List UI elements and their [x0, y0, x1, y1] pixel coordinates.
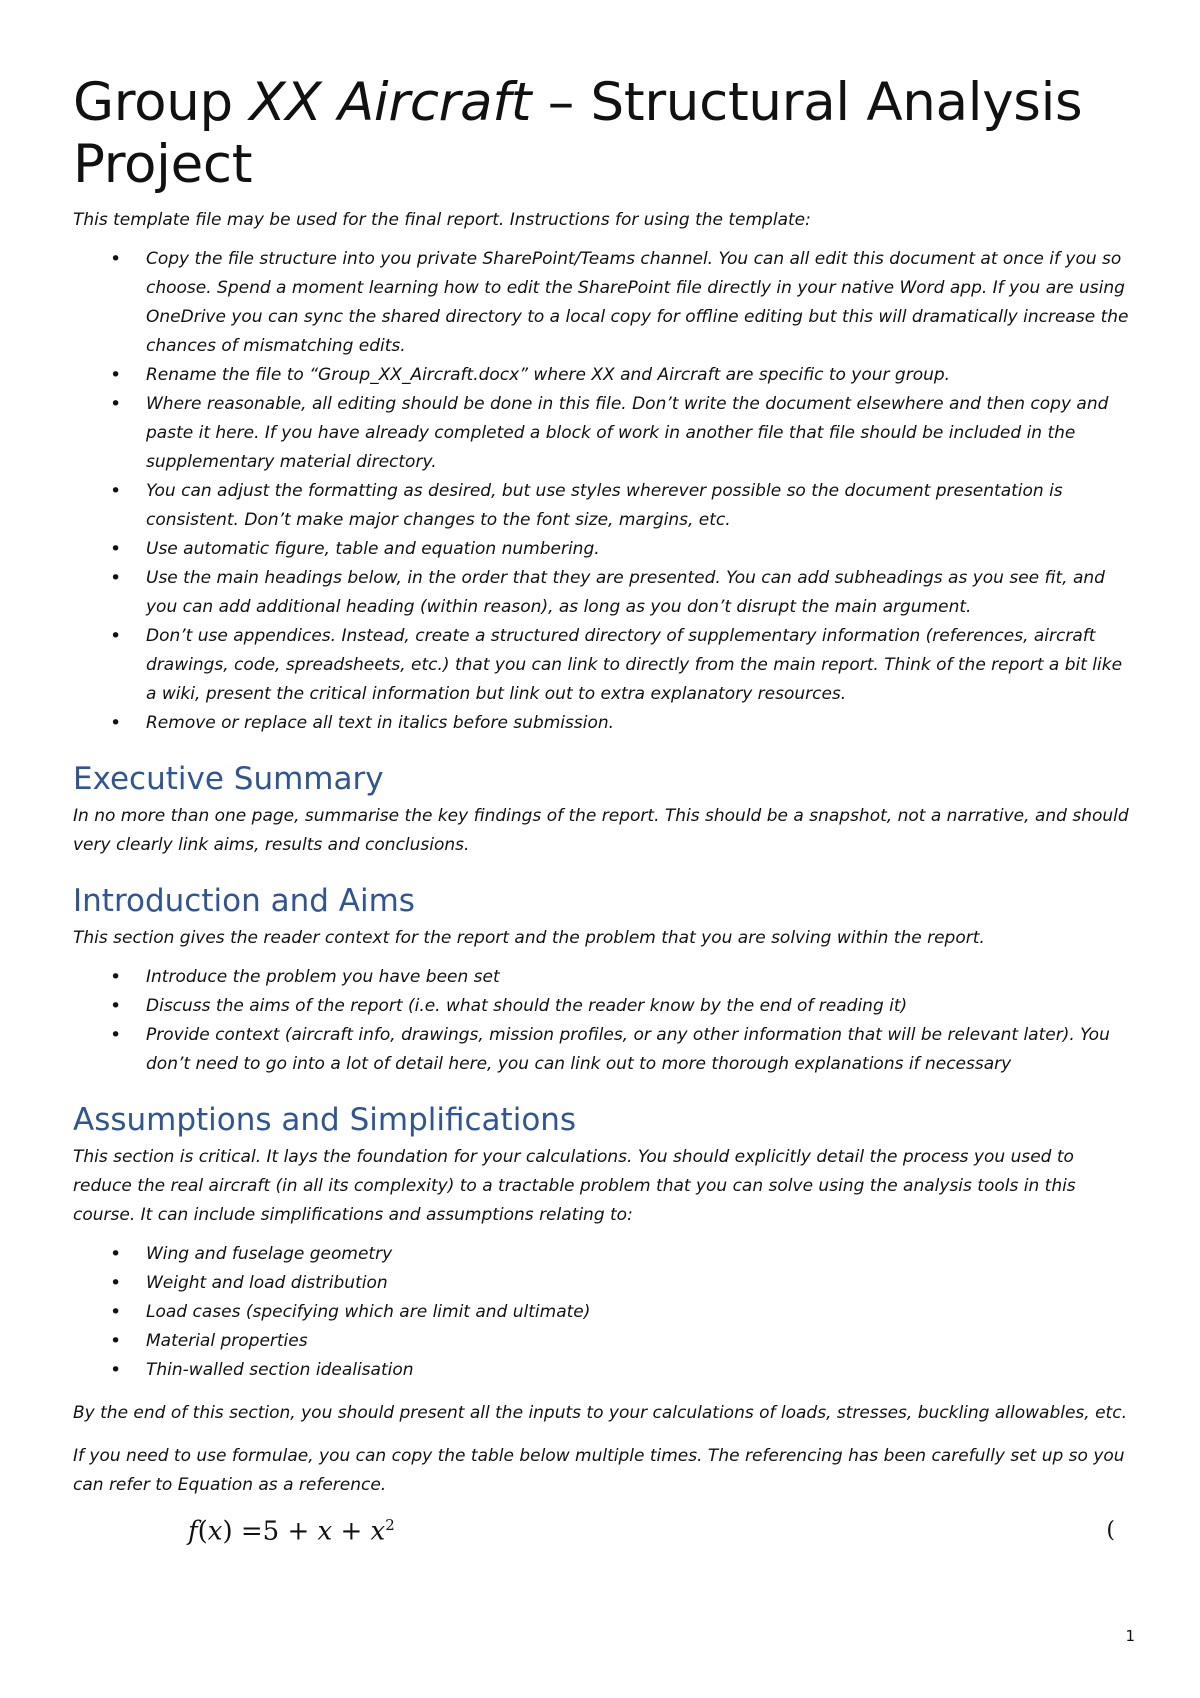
heading-introduction: Introduction and Aims — [73, 883, 415, 919]
list-item: • Provide context (aircraft info, drawings, mission profiles, or any other information that will be relevant later). You don’t need to go into a lot of detail here, you can link out to more thorough explanations if necessary — [73, 1021, 1135, 1079]
list-item: • Thin-walled section idealisation — [73, 1356, 1135, 1385]
assumptions-list — [73, 1240, 1135, 1385]
equation-row — [73, 1516, 1135, 1566]
title-suffix: – Structural Analysis Project — [73, 72, 1083, 195]
heading-executive-summary: Executive Summary — [73, 761, 384, 797]
list-item: • Wing and fuselage geometry — [73, 1240, 1135, 1269]
assumptions-paragraph-2: By the end of this section, you should present all the inputs to your calculations of loads, stresses, buckling allowables, etc. — [73, 1403, 1127, 1423]
equation-number: ( — [1106, 1518, 1115, 1543]
assumptions-paragraph-3: If you need to use formulae, you can copy the table below multiple times. The referencing has been carefully set up so you can refer to Equation as a reference. — [73, 1446, 1125, 1495]
equation-exponent: 2 — [385, 1516, 395, 1534]
heading-assumptions: Assumptions and Simplifications — [73, 1102, 577, 1138]
introduction-text: This section gives the reader context for the report and the problem that you are solving within the report. — [73, 928, 985, 948]
list-item: • You can adjust the formatting as desired, but use styles wherever possible so the document presentation is consistent. Don’t make major changes to the font size, margins, etc. — [73, 477, 1135, 535]
page-number: 1 — [1125, 1627, 1135, 1645]
list-item: • Introduce the problem you have been set — [73, 963, 1135, 992]
list-item: • Material properties — [73, 1327, 1135, 1356]
equation-constant: =5 + — [240, 1516, 318, 1547]
title-italic: XX Aircraft — [249, 72, 532, 133]
equation-linear-term: x — [317, 1516, 333, 1547]
equation-plus: + — [332, 1516, 371, 1547]
list-item: • Discuss the aims of the report (i.e. what should the reader know by the end of reading it) — [73, 992, 1135, 1021]
list-item: • Use automatic figure, table and equation numbering. — [73, 535, 1135, 564]
equation-argument: x — [207, 1516, 223, 1547]
list-item: • Remove or replace all text in italics before submission. — [73, 709, 1135, 738]
equation: $f(x) =5 + x + x^2$ — [188, 1516, 395, 1547]
assumptions-text: This section is critical. It lays the foundation for your calculations. You should explicitly detail the process you used to reduce the real aircraft (in all its complexity) to a tractable problem that you can solve using the analysis tools in this course. It can include simplifications and assumptions relating to: — [73, 1147, 1076, 1225]
instructions-list — [73, 245, 1135, 738]
executive-summary-text: In no more than one page, summarise the key findings of the report. This should be a snapshot, not a narrative, and should very clearly link aims, results and conclusions. — [73, 806, 1129, 855]
list-item: • Weight and load distribution — [73, 1269, 1135, 1298]
document-page — [73, 72, 1135, 1566]
list-item: • Load cases (specifying which are limit and ultimate) — [73, 1298, 1135, 1327]
introduction-list — [73, 963, 1135, 1079]
list-item: • Don’t use appendices. Instead, create a structured directory of supplementary information (references, aircraft drawings, code, spreadsheets, etc.) that you can link to directly from the main report. Think of the report a bit like a wiki, present the critical information but link out to extra explanatory resources. — [73, 622, 1135, 709]
equation-square-term: x — [370, 1516, 386, 1547]
list-item: • Where reasonable, all editing should be done in this file. Don’t write the document elsewhere and then copy and paste it here. If you have already completed a block of work in another file that file should be included in the supplementary material directory. — [73, 390, 1135, 477]
list-item: • Rename the file to “Group_XX_Aircraft.docx” where XX and Aircraft are specific to your group. — [73, 361, 1135, 390]
list-item: • Use the main headings below, in the order that they are presented. You can add subheadings as you see fit, and you can add additional heading (within reason), as long as you don’t disrupt the main argument. — [73, 564, 1135, 622]
title-prefix: Group — [73, 72, 250, 133]
list-item: • Copy the file structure into you private SharePoint/Teams channel. You can all edit this document at once if you so choose. Spend a moment learning how to edit the SharePoint file directly in your native Word app. If you are using OneDrive you can sync the shared directory to a local copy for offline editing but this will dramatically increase the chances of mismatching edits. — [73, 245, 1135, 361]
document-title — [73, 72, 1135, 196]
intro-text: This template file may be used for the final report. Instructions for using the template: — [73, 210, 811, 230]
equation-function: f — [188, 1516, 198, 1547]
